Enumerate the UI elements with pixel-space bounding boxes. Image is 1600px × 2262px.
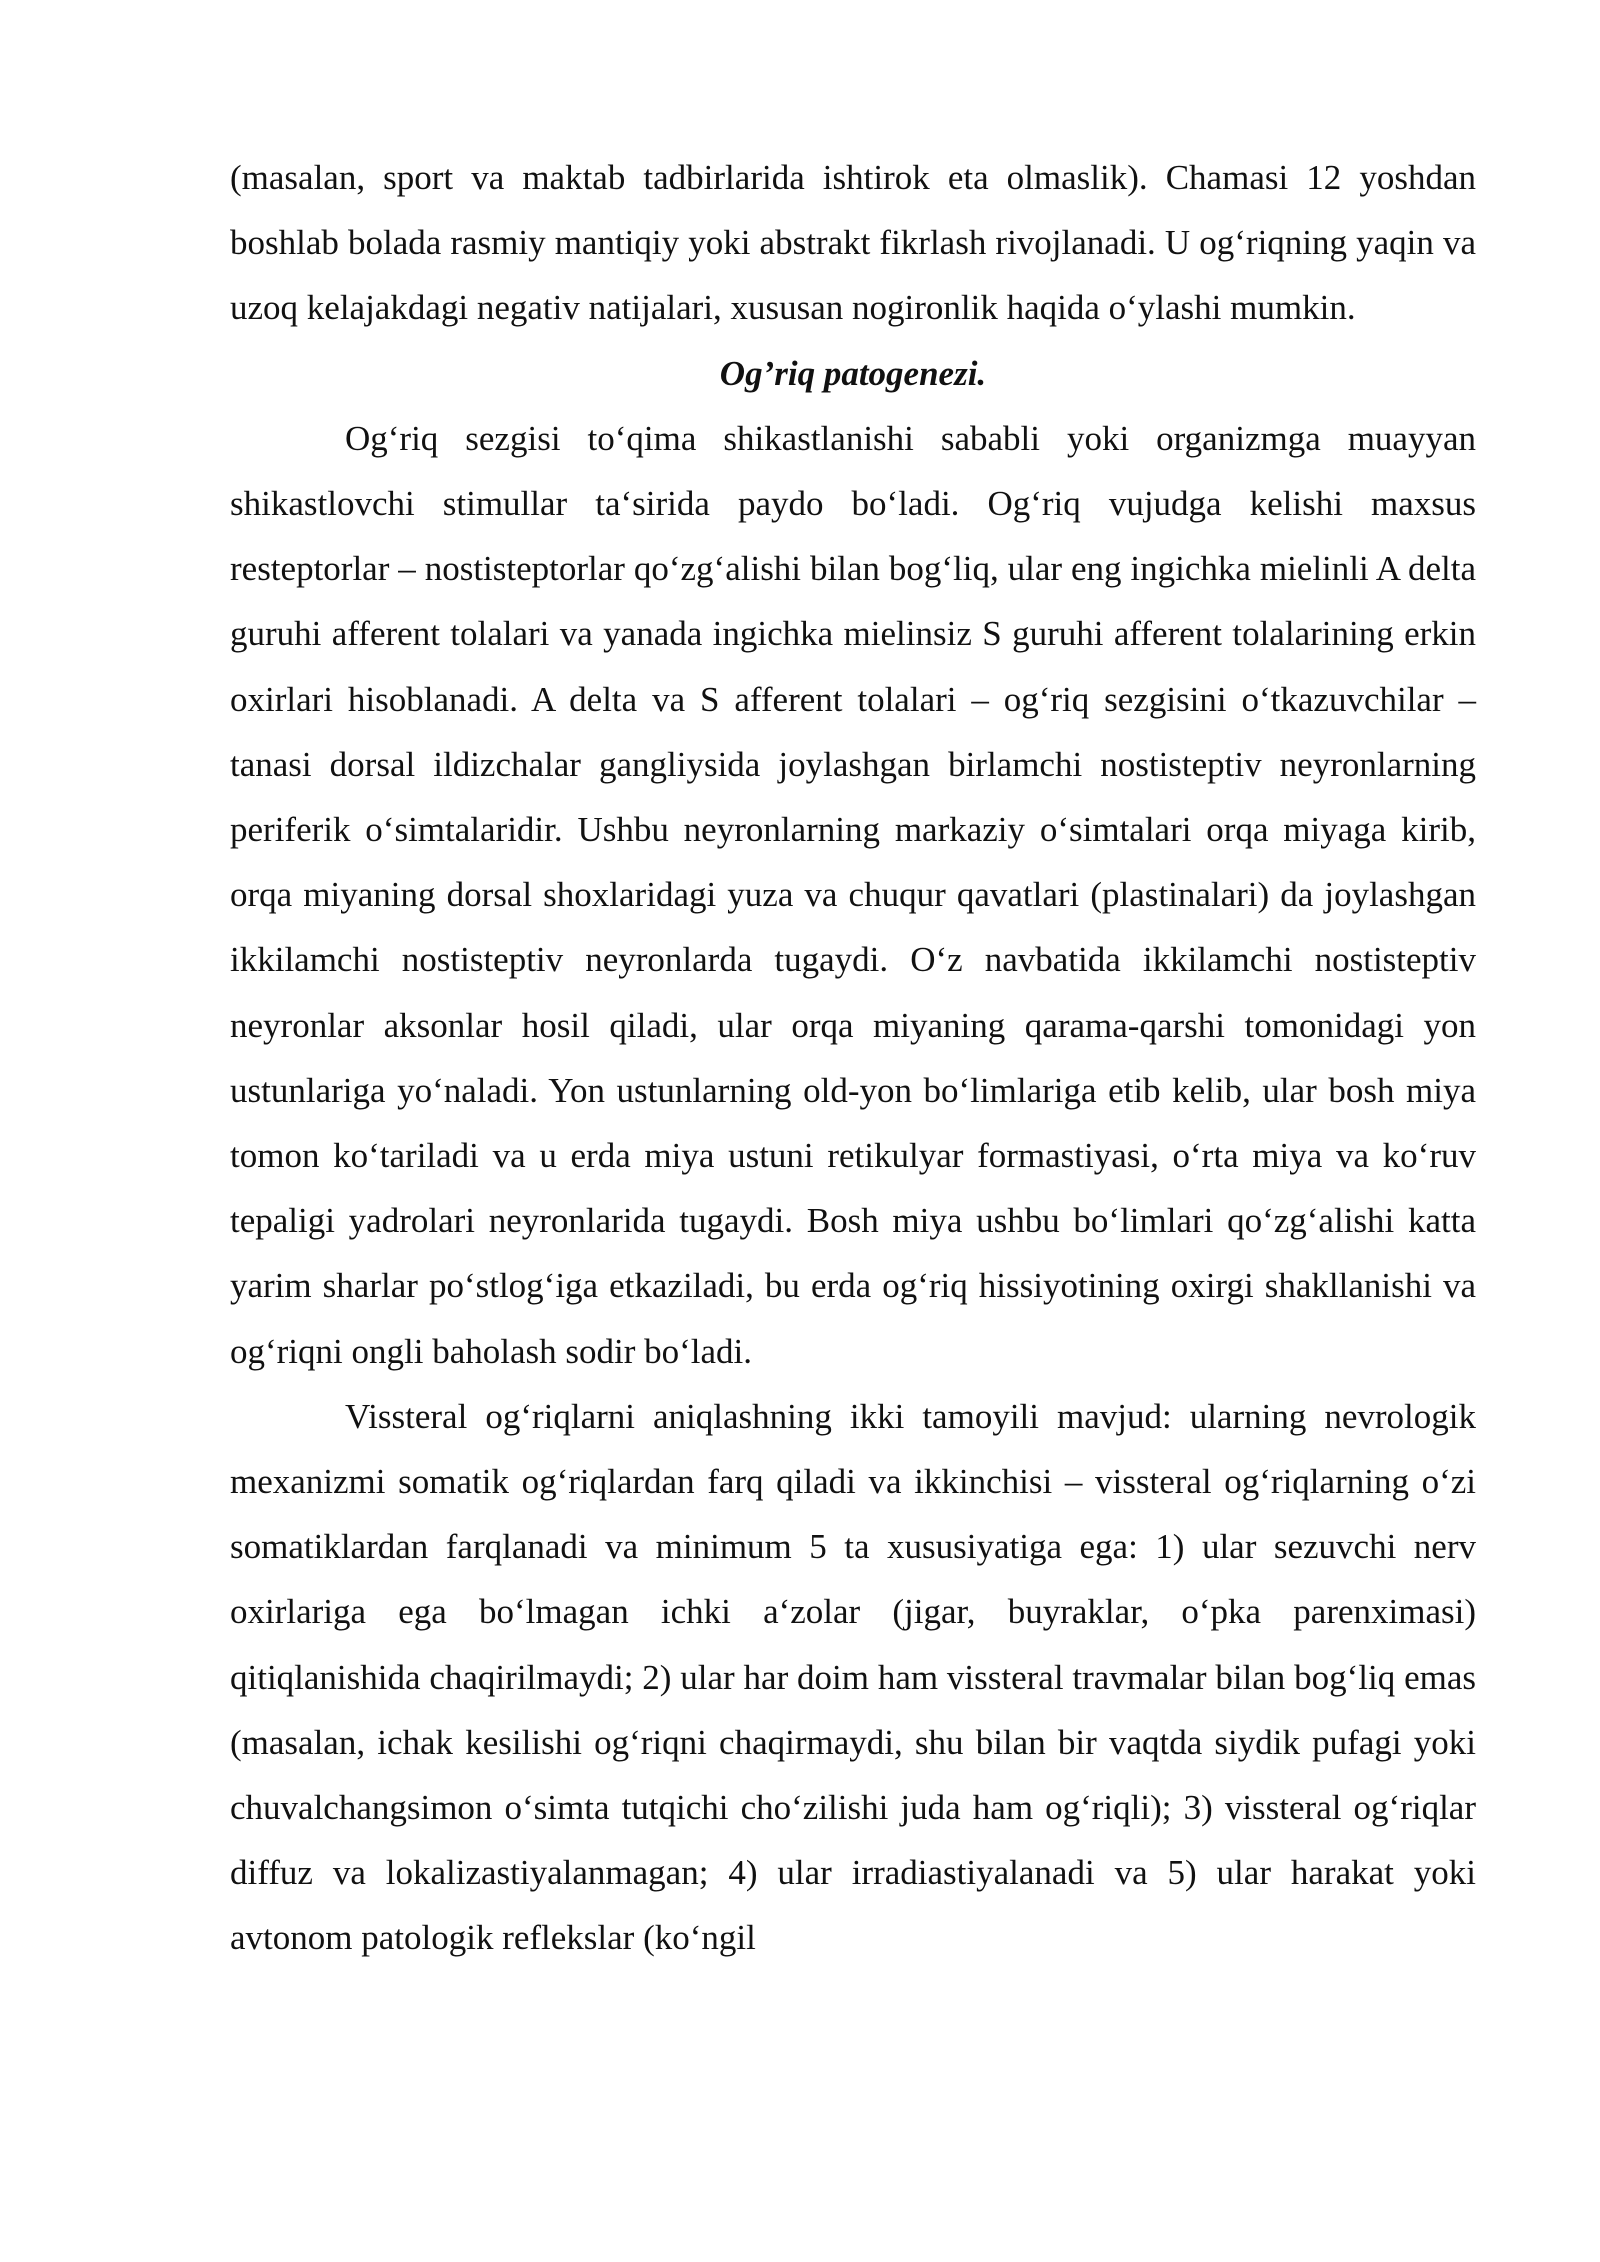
document-body xyxy=(230,145,1476,1971)
pathogenesis-paragraph: Og‘riq sezgisi to‘qima shikastlanishi sababli yoki organizmga muayyan shikastlovchi stimullar ta‘sirida paydo bo‘ladi. Og‘riq vujudga kelishi maxsus resteptorlar – nostisteptorlar qo‘zg‘alishi bilan bog‘liq, ular eng ingichka mielinli A delta guruhi afferent tolalari va yanada ingichka mielinsiz S guruhi afferent tolalarining erkin oxirlari hisoblanadi. A delta va S afferent tolalari – og‘riq sezgisini o‘tkazuvchilar – tanasi dorsal ildizchalar gangliysida joylashgan birlamchi nostisteptiv neyronlarning periferik o‘simtalaridir. Ushbu neyronlarning markaziy o‘simtalari orqa miyaga kirib, orqa miyaning dorsal shoxlaridagi yuza va chuqur qavatlari (plastinalari) da joylashgan ikkilamchi nostisteptiv neyronlarda tugaydi. O‘z navbatida ikkilamchi nostisteptiv neyronlar aksonlar hosil qiladi, ular orqa miyaning qarama-qarshi tomonidagi yon ustunlariga yo‘naladi. Yon ustunlarning old-yon bo‘limlariga etib kelib, ular bosh miya tomon ko‘tariladi va u erda miya ustuni retikulyar formastiyasi, o‘rta miya va ko‘ruv tepaligi yadrolari neyronlarida tugaydi. Bosh miya ushbu bo‘limlari qo‘zg‘alishi katta yarim sharlar po‘stlog‘iga etkaziladi, bu erda og‘riq hissiyotining oxirgi shakllanishi va og‘riqni ongli baholash sodir bo‘ladi. xyxy=(230,418,1476,1371)
continuation-paragraph: (masalan, sport va maktab tadbirlarida ishtirok eta olmaslik). Chamasi 12 yoshdan boshlab bolada rasmiy mantiqiy yoki abstrakt fikrlash rivojlanadi. U og‘riqning yaqin va uzoq kelajakdagi negativ natijalari, xususan nogironlik haqida o‘ylashi mumkin. xyxy=(230,158,1476,328)
visceral-pain-paragraph: Vissteral og‘riqlarni aniqlashning ikki tamoyili mavjud: ularning nevrologik mexanizmi somatik og‘riqlardan farq qiladi va ikkinchisi – vissteral og‘riqlarning o‘zi somatiklardan farqlanadi va minimum 5 ta xususiyatiga ega: 1) ular sezuvchi nerv oxirlariga ega bo‘lmagan ichki a‘zolar (jigar, buyraklar, o‘pka parenximasi) qitiqlanishida chaqirilmaydi; 2) ular har doim ham vissteral travmalar bilan bog‘liq emas (masalan, ichak kesilishi og‘riqni chaqirmaydi, shu bilan bir vaqtda siydik pufagi yoki chuvalchangsimon o‘simta tutqichi cho‘zilishi juda ham og‘riqli); 3) vissteral og‘riqlar diffuz va lokalizastiyalanmagan; 4) ular irradiastiyalanadi va 5) ular harakat yoki avtonom patologik reflekslar (ko‘ngil xyxy=(230,1396,1476,1958)
section-heading: Og’riq patogenezi. xyxy=(719,353,987,393)
